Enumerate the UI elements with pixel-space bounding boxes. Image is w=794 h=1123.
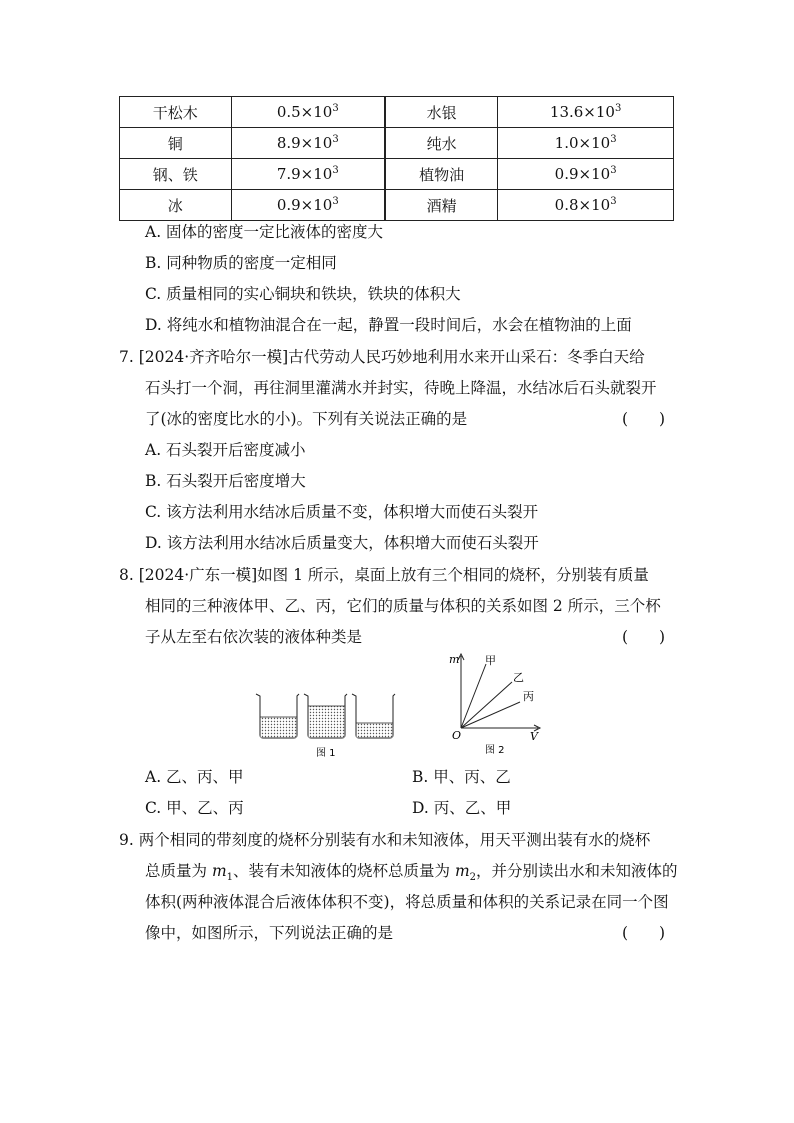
q6-option-b: B. 同种物质的密度一定相同 <box>145 254 337 272</box>
q7-option-a: A. 石头裂开后密度减小 <box>145 441 306 459</box>
q9-stem-line: 像中，如图所示，下列说法正确的是 <box>145 924 394 942</box>
q8-stem-line: 子从左至右依次装的液体种类是 <box>145 628 363 646</box>
q6-option-c: C. 质量相同的实心铜块和铁块，铁块的体积大 <box>145 285 461 303</box>
table-cell: 植物油 <box>385 159 498 190</box>
table-cell: 钢、铁 <box>120 159 232 190</box>
table-cell: $0.8\times 10^3$ <box>498 190 674 221</box>
density-table <box>119 96 674 221</box>
y-axis-label: m <box>449 653 460 666</box>
line-label-jia: 甲 <box>485 654 496 667</box>
answer-blank: ( ) <box>622 410 666 428</box>
q7-option-d: D. 该方法利用水结冰后质量变大，体积增大而使石头裂开 <box>145 534 539 552</box>
table-cell: $7.9\times 10^3$ <box>231 159 385 190</box>
q6-option-d: D. 将纯水和植物油混合在一起，静置一段时间后，水会在植物油的上面 <box>145 316 632 334</box>
q8-option-c: C. 甲、乙、丙 <box>145 799 244 817</box>
q8-option-d: D. 丙、乙、甲 <box>412 799 512 817</box>
q8-stem-line: 相同的三种液体甲、乙、丙，它们的质量与体积的关系如图 2 所示，三个杯 <box>145 597 661 615</box>
beaker-right <box>352 694 395 738</box>
table-cell: $1.0\times 10^3$ <box>498 128 674 159</box>
table-cell: 铜 <box>120 128 232 159</box>
q8-stem-line: 8. [2024·广东一模]如图 1 所示，桌面上放有三个相同的烧杯，分别装有质量 <box>119 566 649 584</box>
figure-1-caption: 图 1 <box>316 748 336 759</box>
table-row <box>120 159 674 190</box>
table-cell: 酒精 <box>385 190 498 221</box>
table-cell: 纯水 <box>385 128 498 159</box>
table-cell: $0.9\times 10^3$ <box>231 190 385 221</box>
figure-2-caption: 图 2 <box>485 745 505 756</box>
mass-volume-graph <box>446 650 546 762</box>
table-row <box>120 97 674 128</box>
beakers-figure <box>252 690 402 760</box>
beaker-middle <box>304 694 347 738</box>
graph-line-yi <box>461 682 512 728</box>
line-label-bing: 丙 <box>523 690 534 703</box>
q7-option-b: B. 石头裂开后密度增大 <box>145 472 306 490</box>
q9-stem-line: 9. 两个相同的带刻度的烧杯分别装有水和未知液体，用天平测出装有水的烧杯 <box>119 831 651 849</box>
q8-option-b: B. 甲、丙、乙 <box>412 768 511 786</box>
q6-option-a: A. 固体的密度一定比液体的密度大 <box>145 223 384 241</box>
table-row <box>120 190 674 221</box>
q9-stem-line: 总质量为 $m_1$、装有未知液体的烧杯总质量为 $m_2$，并分别读出水和未知液体的 <box>145 862 678 884</box>
q9-stem-line: 体积(两种液体混合后液体体积不变)，将总质量和体积的关系记录在同一个图 <box>145 893 669 911</box>
table-cell: $13.6\times 10^3$ <box>498 97 674 128</box>
x-axis-label: V <box>530 730 538 743</box>
q7-stem-line: 石头打一个洞，再往洞里灌满水并封实，待晚上降温，水结冰后石头就裂开 <box>145 379 657 397</box>
q7-option-c: C. 该方法利用水结冰后质量不变，体积增大而使石头裂开 <box>145 503 539 521</box>
q7-stem-line: 7. [2024·齐齐哈尔一模]古代劳动人民巧妙地利用水来开山采石：冬季白天给 <box>119 348 645 366</box>
table-cell: 干松木 <box>120 97 232 128</box>
table-cell: $8.9\times 10^3$ <box>231 128 385 159</box>
beaker-left <box>256 694 299 738</box>
table-cell: 水银 <box>385 97 498 128</box>
q7-stem-line: 了(冰的密度比水的小)。下列有关说法正确的是 <box>145 410 468 428</box>
table-cell: $0.9\times 10^3$ <box>498 159 674 190</box>
q8-option-a: A. 乙、丙、甲 <box>145 768 244 786</box>
table-cell: $0.5\times 10^3$ <box>231 97 385 128</box>
origin-label: O <box>452 729 462 742</box>
table-cell: 冰 <box>120 190 232 221</box>
line-label-yi: 乙 <box>513 671 524 684</box>
answer-blank: ( ) <box>622 628 666 646</box>
table-row <box>120 128 674 159</box>
answer-blank: ( ) <box>622 924 666 942</box>
